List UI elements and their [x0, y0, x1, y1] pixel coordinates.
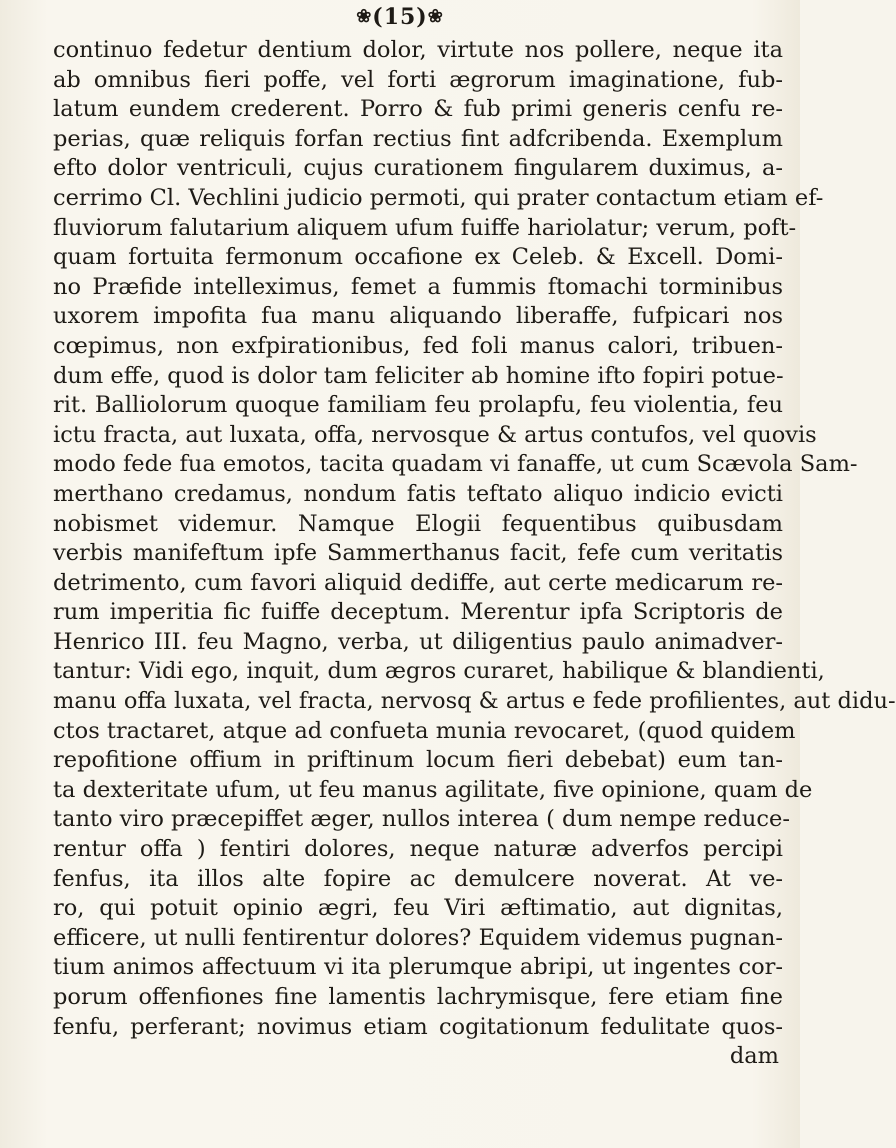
- text-line: cœpimus, non exfpirationibus, fed foli manus calori, tribuen-: [53, 332, 783, 359]
- text-line: quam fortuita fermonum occafione ex Celeb. & Excell. Domi-: [53, 244, 783, 271]
- text-line: porum offenfiones fine lamentis lachrymisque, fere etiam fine: [53, 984, 783, 1010]
- page-header: [0, 4, 800, 30]
- text-line: Henrico III. feu Magno, verba, ut diligentius paulo animadver-: [53, 628, 783, 655]
- text-line: repofitione offium in priftinum locum fieri debebat) eum tan-: [53, 747, 783, 774]
- text-line: modo fede fua emotos, tacita quadam vi fanaffe, ut cum Scævola Sam-: [53, 451, 858, 478]
- text-line: ctos tractaret, atque ad confueta munia revocaret, (quod quidem: [53, 717, 796, 744]
- text-line: detrimento, cum favori aliquid dediffe, aut certe medicarum re-: [53, 569, 783, 596]
- text-line: ab omnibus fieri poffe, vel forti ægrorum imaginatione, fub-: [53, 66, 783, 93]
- text-line: tium animos affectuum vi ita plerumque abripi, ut ingentes cor-: [53, 954, 783, 981]
- text-line: rentur offa ) fentiri dolores, neque naturæ adverfos percipi: [53, 836, 783, 863]
- text-line: efto dolor ventriculi, cujus curationem fingularem duximus, a-: [53, 155, 783, 182]
- text-line: uxorem impofita fua manu aliquando liberaffe, fufpicari nos: [53, 303, 783, 330]
- text-line: perias, quæ reliquis forfan rectius fint adfcribenda. Exemplum: [53, 125, 783, 152]
- text-line: tantur: Vidi ego, inquit, dum ægros curaret, habilique & blandienti,: [53, 658, 825, 685]
- catchword: dam: [729, 1043, 779, 1070]
- body-text: [53, 36, 896, 1072]
- text-line: ro, qui potuit opinio ægri, feu Viri æftimatio, aut dignitas,: [53, 895, 783, 922]
- text-line: dum effe, quod is dolor tam feliciter ab homine ifto fopiri potue-: [53, 362, 784, 389]
- flower-ornament-icon: ❀: [356, 6, 373, 27]
- text-line: fluviorum falutarium aliquem ufum fuiffe hariolatur; verum, poft-: [53, 214, 797, 241]
- flower-ornament-icon: ❀: [427, 6, 444, 27]
- text-line: nobismet videmur. Namque Elogii fequentibus quibusdam: [53, 510, 783, 537]
- text-line: rit. Balliolorum quoque familiam feu prolapfu, feu violentia, feu: [53, 392, 783, 419]
- text-line: ta dexteritate ufum, ut feu manus agilitate, five opinione, quam de: [53, 776, 813, 803]
- text-line: no Præfide intelleximus, femet a fummis ftomachi torminibus: [53, 273, 783, 300]
- text-line: continuo fedetur dentium dolor, virtute nos pollere, neque ita: [53, 37, 783, 63]
- text-line: verbis manifeftum ipfe Sammerthanus facit, fefe cum veritatis: [53, 540, 783, 567]
- text-line: fenfus, ita illos alte fopire ac demulcere noverat. At ve-: [53, 865, 783, 892]
- text-line: tanto viro præcepiffet æger, nullos interea ( dum nempe reduce-: [53, 806, 790, 833]
- text-line: cerrimo Cl. Vechlini judicio permoti, qui prater contactum etiam ef-: [53, 184, 824, 211]
- text-line: merthano credamus, nondum fatis teftato aliquo indicio evicti: [53, 480, 783, 507]
- text-line: efficere, ut nulli fentirentur dolores? Equidem videmus pugnan-: [53, 924, 783, 951]
- text-line: fenfu, perferant; novimus etiam cogitationum fedulitate quos-: [53, 1013, 783, 1040]
- text-line: ictu fracta, aut luxata, offa, nervosque & artus contufos, vel quovis: [53, 421, 817, 448]
- text-line: manu offa luxata, vel fracta, nervosq & artus e fede profilientes, aut didu-: [53, 688, 896, 715]
- text-line: rum imperitia fic fuiffe deceptum. Merentur ipfa Scriptoris de: [53, 599, 783, 626]
- page-number: (15): [372, 4, 428, 30]
- text-line: latum eundem crederent. Porro & fub primi generis cenfu re-: [53, 96, 783, 123]
